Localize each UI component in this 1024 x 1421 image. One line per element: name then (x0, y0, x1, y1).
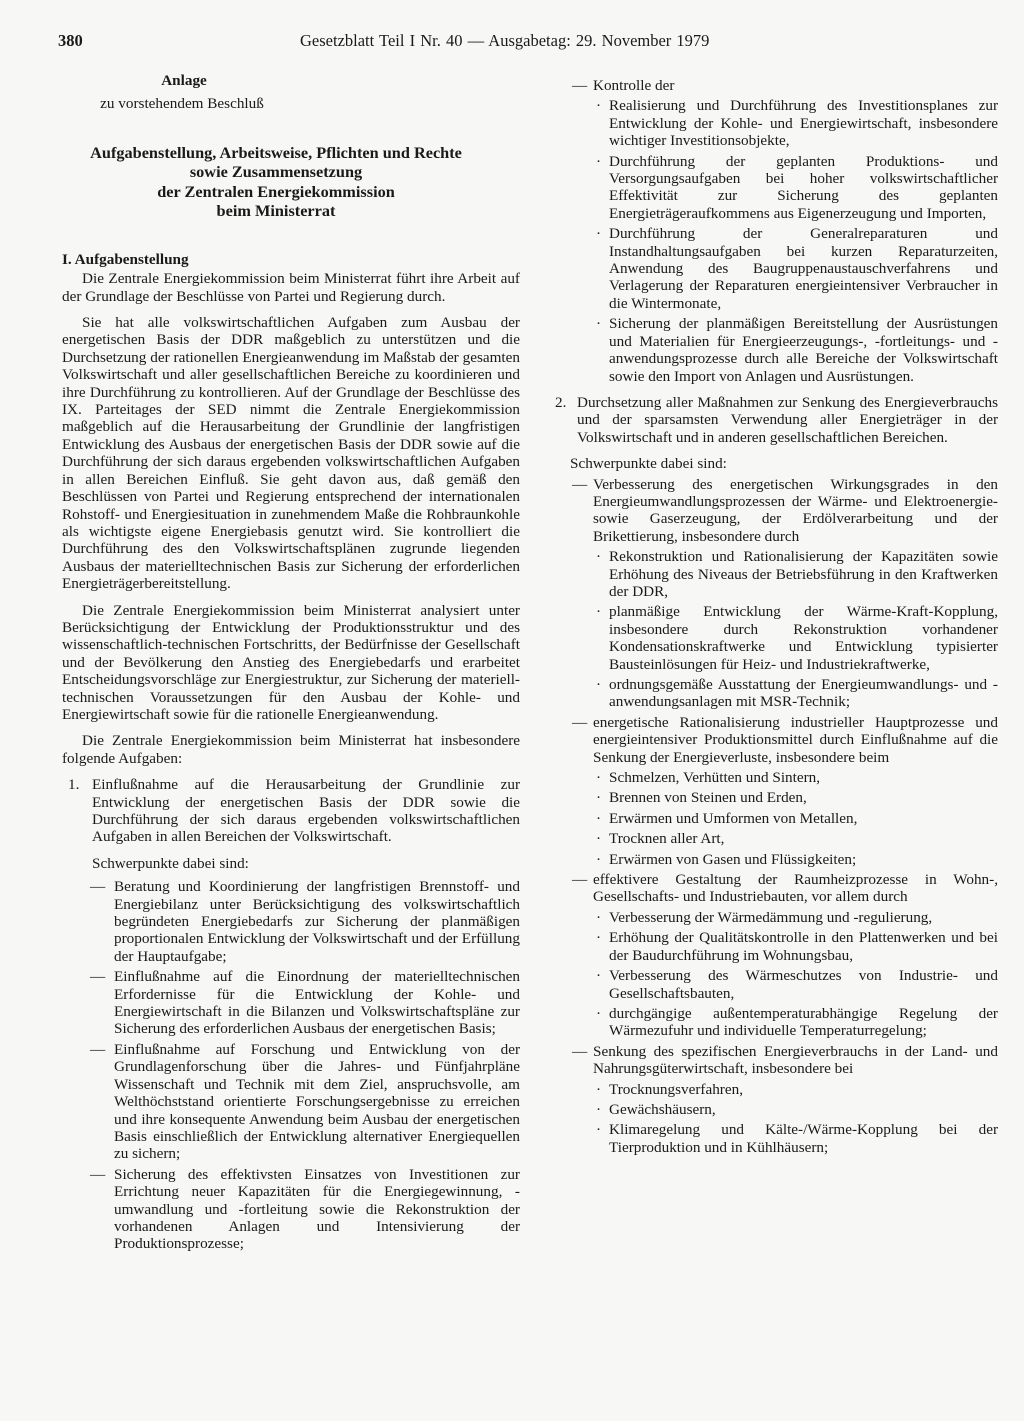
bullet-text: Verbesserung der Wärmedämmung und -regulierung, (609, 908, 933, 926)
left-column (62, 72, 520, 1253)
bullet-mark: · (596, 908, 602, 926)
item-number: 2. (555, 393, 567, 411)
bullet-text: durchgängige außentemperaturabhängige Regelung der Wärmezufuhr und individuelle Temperaturregelung; (609, 1004, 998, 1040)
bullet-mark: · (596, 1121, 602, 1139)
bullet-text: Realisierung und Durchführung des Investitionsplanes zur Entwicklung der Kohle- und Energiewirtschaft, insbesondere wichtiger Investitionsobjekte, (609, 97, 998, 150)
dash-mark: — (90, 1040, 106, 1058)
numbered-item-2 (556, 394, 998, 446)
dash-mark: — (90, 968, 106, 986)
bullet-item (593, 315, 998, 385)
gazette-header-title: Gesetzblatt Teil I Nr. 40 — Ausgabetag: 29. November 1979 (300, 31, 710, 50)
bullet-text: Trocknungsverfahren, (609, 1080, 743, 1098)
bullet-mark: · (596, 789, 602, 807)
dash-mark: — (572, 77, 588, 94)
bullet-mark: · (596, 1004, 602, 1022)
title-line-4: beim Ministerrat (216, 201, 336, 221)
bullet-item (593, 1005, 998, 1040)
dash-item-text: Beratung und Koordinierung der langfristigen Brennstoff- und Energiebilanz unter Berücksichtigung des volkswirtschaftlich begründeten Energiebedarfs zur Sicherung der planmäßigen proportionalen Entwicklung der Volkswirtschaft und der Erfüllung der Hauptaufgabe; (114, 878, 520, 965)
dash-mark: — (90, 878, 106, 896)
dash-item-text: Verbesserung des energetischen Wirkungsgrades in den Energieumwandlungsprozessen der Wärme- und Elektroenergie- sowie Gaserzeugung, der Erdölverarbeitung und der Brikettierung, insbesondere durch (593, 475, 998, 545)
paragraph: Die Zentrale Energiekommission beim Ministerrat analysiert unter Berücksichtigung der Entwicklung der Produktionsstruktur und des wissenschaftlich-technischen Fortschritts, der Bedürfnisse der Gesellschaft und der Bevölkerung den Anstieg des Energiebedarfs und erarbeitet Entscheidungsvorschläge zur Energiestruktur, zur Sicherung der materiell-technischen Voraussetzungen für den Ausbau der Kohle- und Energiewirtschaft sowie für die rationelle Energieanwendung. (62, 601, 520, 723)
bullet-text: Klimaregelung und Kälte-/Wärme-Kopplung bei der Tierproduktion und in Kühlhäusern; (609, 1121, 998, 1156)
bullet-text: Durchführung der Generalreparaturen und Instandhaltungsaufgaben bei kurzen Reparaturzeiten, Anwendung des Baugruppenaustauschverfahrens und Verlagerung der Reparaturen energieintensiver Verbraucher in die Wintermonate, (609, 225, 998, 312)
dash-item-text: effektivere Gestaltung der Raumheizprozesse in Wohn-, Gesellschafts- und Industriebauten, vor allem durch (593, 871, 998, 906)
bullet-mark: · (596, 225, 602, 243)
dash-mark: — (90, 1165, 106, 1183)
bullet-item (593, 1081, 998, 1098)
dash-mark: — (572, 871, 588, 889)
bullet-mark: · (596, 315, 602, 333)
title-line-1: Aufgabenstellung, Arbeitsweise, Pflichten und Rechte (90, 142, 462, 162)
paragraph: Die Zentrale Energiekommission beim Ministerrat führt ihre Arbeit auf der Grundlage der Beschlüsse von Partei und Regierung durch. (62, 270, 520, 305)
bullet-mark: · (596, 97, 602, 115)
bullet-text: Erwärmen von Gasen und Flüssigkeiten; (609, 850, 857, 868)
bullet-item (593, 676, 998, 711)
bullet-mark: · (596, 1100, 602, 1118)
bullet-item (593, 929, 998, 964)
annex-subtitle: zu vorstehendem Beschluß (100, 95, 264, 113)
bullet-text: planmäßige Entwicklung der Wärme-Kraft-Kopplung, insbesondere durch Rekonstruktion vorhandener Kondensationskraftwerke und Entwicklung typisierter Bausteinlösungen für Heiz- und Industriekraftwerke, (609, 603, 998, 673)
paragraph: Sie hat alle volkswirtschaftlichen Aufgaben zum Ausbau der energetischen Basis der DDR maßgeblich zu unterstützen und die Durchsetzung der rationellen Energieanwendung im Maßstab der gesamten Volkswirtschaft und aller gesellschaftlichen Bereiche zu koordinieren und ihre Durchführung zu kontrollieren. Auf der Grundlage der Beschlüsse des IX. Parteitages der SED nimmt die Zentrale Energiekommission maßgeblich auf die Herausarbeitung der Grundlinie der langfristigen Entwicklung des Ausbaus der energetischen Basis der DDR sowie auf die Durchführung der sich daraus ergebenden volkswirtschaftlichen Aufgaben in allen Bereichen Einfluß. Sie geht davon aus, daß gemäß den Beschlüssen von Partei und Regierung entsprechend der internationalen Rohstoff- und Energiesituation in zunehmendem Maße die Rohbraunkohle als wichtigste eigene Energiebasis genutzt wird. Sie kontrolliert die Durchführung des den Volkswirtschaftsplänen zugrunde liegenden Ausbaus der materielltechnischen Basis zur Sicherung der erforderlichen Energieträgerbereitstellung. (62, 314, 520, 593)
right-column (556, 77, 998, 1156)
bullet-item (593, 851, 998, 868)
bullet-text: Schmelzen, Verhütten und Sintern, (609, 769, 821, 787)
item-number: 1. (68, 776, 80, 794)
dash-item (556, 714, 998, 766)
section-heading: I. Aufgabenstellung (62, 250, 189, 268)
bullet-item (593, 769, 998, 786)
page-number: 380 (58, 31, 83, 50)
bullet-item (593, 97, 998, 149)
bullet-mark: · (596, 809, 602, 827)
page-header (0, 32, 1024, 52)
item-text: Durchsetzung aller Maßnahmen zur Senkung des Energieverbrauchs und der sparsamsten Verwendung aller Energieträger in der Volkswirtschaft und in anderen gesellschaftlichen Bereichen. (577, 393, 998, 446)
bullet-text: Erwärmen und Umformen von Metallen, (609, 809, 858, 827)
bullet-item (593, 909, 998, 926)
bullet-item (593, 1121, 998, 1156)
numbered-item-1 (62, 776, 520, 846)
bullet-text: Gewächshäusern, (609, 1100, 716, 1118)
bullet-mark: · (596, 603, 602, 621)
schwerpunkte-label: Schwerpunkte dabei sind: (570, 455, 727, 473)
bullet-text: Brennen von Steinen und Erden, (609, 789, 807, 807)
dash-mark: — (572, 713, 588, 731)
dash-mark: — (572, 1042, 588, 1060)
bullet-text: Trocknen aller Art, (609, 830, 725, 848)
dash-item (556, 476, 998, 546)
bullet-list (556, 909, 998, 1040)
bullet-mark: · (596, 769, 602, 787)
dash-item-text: Einflußnahme auf die Einordnung der materielltechnischen Erfordernisse für die Entwicklung der Kohle- und Energiewirtschaft in die Bilanzen und Volkswirtschaftspläne zur Sicherung des erforderlichen Ausbaus der energetischen Basis; (114, 968, 520, 1038)
bullet-item (593, 225, 998, 312)
bullet-mark: · (596, 676, 602, 693)
bullet-item (593, 548, 998, 600)
bullet-mark: · (596, 152, 602, 170)
dash-item (556, 77, 998, 94)
bullet-mark: · (596, 830, 602, 848)
bullet-mark: · (596, 548, 602, 566)
title-line-3: der Zentralen Energiekommission (157, 181, 395, 201)
bullet-mark: · (596, 1080, 602, 1098)
bullet-item (593, 789, 998, 806)
bullet-mark: · (596, 929, 602, 947)
bullet-text: Durchführung der geplanten Produktions- und Versorgungsaufgaben bei hoher volkswirtschaftlicher Effektivität zur Sicherung des geplanten Energieträgeraufkommens aus Eigenerzeugung und Importen, (609, 152, 998, 222)
dash-mark: — (572, 475, 588, 493)
bullet-list (556, 97, 998, 385)
bullet-item (593, 1101, 998, 1118)
item-text: Einflußnahme auf die Herausarbeitung der Grundlinie zur Entwicklung der energetischen Basis der DDR sowie die Durchführung der sich daraus ergebenden volkswirtschaftlichen Aufgaben in allen Bereichen der Volkswirtschaft. (92, 776, 520, 846)
bullet-text: ordnungsgemäße Ausstattung der Energieumwandlungs- und -anwendungsanlagen mit MSR-Technik; (609, 676, 998, 711)
paragraph: Die Zentrale Energiekommission beim Ministerrat hat insbesondere folgende Aufgaben: (62, 732, 520, 767)
bullet-text: Sicherung der planmäßigen Bereitstellung der Ausrüstungen und Materialien für Energieerzeugungs-, -fortleitungs- und -anwendungsprozesse durch alle Bereiche der Volkswirtschaft sowie den Import von Anlagen und Ausrüstungen. (609, 315, 998, 385)
bullet-list (556, 1081, 998, 1157)
dash-item-text: Sicherung des effektivsten Einsatzes von Investitionen zur Errichtung neuer Kapazitäten für die Energiegewinnung, -umwandlung und -fortleitung sowie die Rekonstruktion der vorhandenen Anlagen und Intensivierung der Produktionsprozesse; (114, 1165, 520, 1253)
dash-item (62, 878, 520, 965)
dash-item (556, 1043, 998, 1078)
bullet-list (556, 548, 998, 711)
bullet-item (593, 967, 998, 1002)
annex-title: Anlage (161, 72, 207, 89)
dash-item (62, 968, 520, 1038)
bullet-mark: · (596, 850, 602, 868)
bullet-item (593, 810, 998, 827)
bullet-list (556, 769, 998, 868)
document-title (62, 143, 520, 221)
bullet-text: Erhöhung der Qualitätskontrolle in den Plattenwerken und bei der Baudurchführung im Wohnungsbau, (609, 929, 998, 964)
dash-item-text: energetische Rationalisierung industrieller Hauptprozesse und energieintensiver Produktionsmittel durch Einflußnahme auf die Senkung der Energieverluste, insbesondere beim (593, 713, 998, 766)
dash-item-text: Senkung des spezifischen Energieverbrauchs in der Land- und Nahrungsgüterwirtschaft, insbesondere bei (593, 1042, 998, 1078)
dash-item-text: Kontrolle der (593, 77, 675, 94)
bullet-text: Rekonstruktion und Rationalisierung der Kapazitäten sowie Erhöhung des Niveaus der Betriebsführung in den Kraftwerken der DDR, (609, 548, 998, 600)
dash-item (556, 871, 998, 906)
bullet-item (593, 153, 998, 223)
title-line-2: sowie Zusammensetzung (189, 162, 363, 182)
dash-item-text: Einflußnahme auf Forschung und Entwicklung von der Grundlagenforschung über die Jahres- und Fünfjahrpläne Wissenschaft und Technik mit dem Ziel, anspruchsvolle, am Welthöchststand orientierte Forschungsergebnisse zu erreichen und ihre konsequente Anwendung beim Ausbau der energetischen Basis einschließlich der Entwicklung alternativer Energiequellen zu sichern; (114, 1040, 520, 1163)
bullet-item (593, 603, 998, 673)
dash-item (62, 1041, 520, 1163)
dash-item (62, 1166, 520, 1253)
bullet-text: Verbesserung des Wärmeschutzes von Industrie- und Gesellschaftsbauten, (609, 967, 998, 1002)
bullet-item (593, 830, 998, 847)
bullet-mark: · (596, 967, 602, 985)
schwerpunkte-label: Schwerpunkte dabei sind: (92, 854, 249, 872)
